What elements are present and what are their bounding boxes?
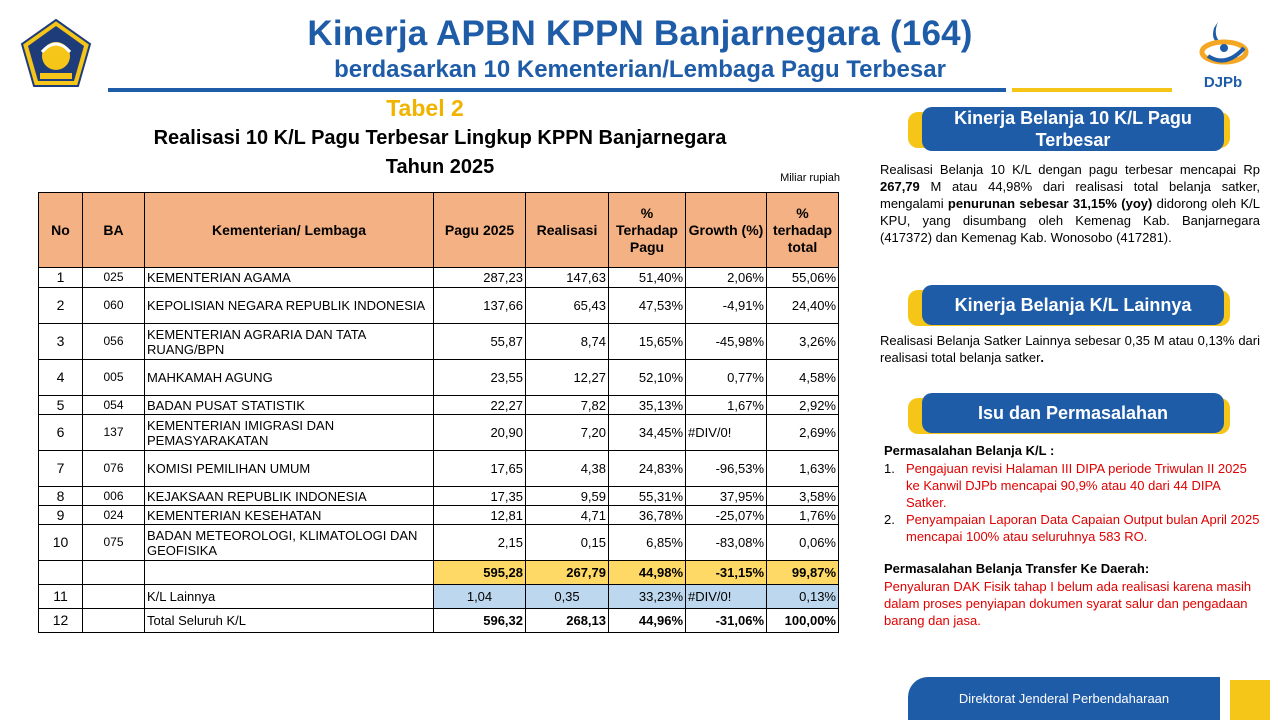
cell-no: 11 <box>39 585 83 609</box>
list-item-number: 2. <box>884 512 895 527</box>
cell-kl: MAHKAMAH AGUNG <box>145 360 434 396</box>
subtotal-row <box>39 561 839 585</box>
table-row <box>39 415 839 451</box>
section3-title: Isu dan Permasalahan <box>922 393 1224 433</box>
cell-growth: 0,77% <box>686 360 767 396</box>
header-rule-gold <box>1012 88 1172 92</box>
list-item-number: 1. <box>884 461 895 476</box>
cell-pct-pagu: 52,10% <box>609 360 686 396</box>
cell-blank <box>83 561 145 585</box>
cell-pagu: 596,32 <box>434 609 526 633</box>
section1-text-d: penurunan sebesar 31,15% (yoy) <box>947 196 1153 211</box>
col-header-pagu: Pagu 2025 <box>434 193 526 268</box>
cell-pct-pagu: 44,96% <box>609 609 686 633</box>
cell-growth: -96,53% <box>686 451 767 487</box>
page-title: Kinerja APBN KPPN Banjarnegara (164) <box>307 14 973 53</box>
cell-pct-total: 2,69% <box>767 415 839 451</box>
cell-realisasi: 0,15 <box>526 525 609 561</box>
cell-pagu: 17,65 <box>434 451 526 487</box>
cell-pagu: 595,28 <box>434 561 526 585</box>
cell-growth: 2,06% <box>686 268 767 288</box>
cell-pct-total: 100,00% <box>767 609 839 633</box>
cell-pagu: 12,81 <box>434 506 526 525</box>
realisasi-table <box>38 192 839 633</box>
table-row <box>39 506 839 525</box>
cell-no: 9 <box>39 506 83 525</box>
issue-heading-belanja-kl: Permasalahan Belanja K/L : <box>884 443 1055 458</box>
cell-growth: 37,95% <box>686 487 767 506</box>
cell-pct-total: 3,58% <box>767 487 839 506</box>
cell-pct-pagu: 15,65% <box>609 324 686 360</box>
cell-no: 3 <box>39 324 83 360</box>
header-rule-blue <box>108 88 1006 92</box>
col-header-no: No <box>39 193 83 268</box>
unit-label: Miliar rupiah <box>780 172 840 184</box>
cell-ba: 060 <box>83 288 145 324</box>
cell-realisasi: 4,71 <box>526 506 609 525</box>
cell-ba: 025 <box>83 268 145 288</box>
seluruh-row <box>39 609 839 633</box>
cell-ba: 024 <box>83 506 145 525</box>
cell-pct-pagu: 36,78% <box>609 506 686 525</box>
cell-ba: 054 <box>83 396 145 415</box>
cell-realisasi: 9,59 <box>526 487 609 506</box>
cell-pct-pagu: 33,23% <box>609 585 686 609</box>
cell-realisasi: 7,82 <box>526 396 609 415</box>
cell-kl: KEMENTERIAN AGRARIA DAN TATA RUANG/BPN <box>145 324 434 360</box>
table-row <box>39 396 839 415</box>
section2-text-b: . <box>1040 350 1045 365</box>
col-header-ba: BA <box>83 193 145 268</box>
table-row <box>39 487 839 506</box>
cell-kl: Total Seluruh K/L <box>145 609 434 633</box>
cell-pct-total: 1,63% <box>767 451 839 487</box>
section1-text-c: M atau 44,98% dari realisasi total belanja satker, mengalami <box>880 179 1260 211</box>
issue-heading-transfer: Permasalahan Belanja Transfer Ke Daerah: <box>884 561 1150 576</box>
cell-pct-total: 24,40% <box>767 288 839 324</box>
cell-realisasi: 267,79 <box>526 561 609 585</box>
cell-pct-total: 0,13% <box>767 585 839 609</box>
cell-no: 6 <box>39 415 83 451</box>
table-title-line2: Tahun 2025 <box>385 156 495 178</box>
cell-pct-pagu: 47,53% <box>609 288 686 324</box>
cell-growth: -25,07% <box>686 506 767 525</box>
cell-growth: -31,15% <box>686 561 767 585</box>
cell-kl: KOMISI PEMILIHAN UMUM <box>145 451 434 487</box>
cell-no: 1 <box>39 268 83 288</box>
col-header-kl: Kementerian/ Lembaga <box>145 193 434 268</box>
cell-ba: 005 <box>83 360 145 396</box>
cell-pagu: 1,04 <box>434 585 526 609</box>
cell-realisasi: 147,63 <box>526 268 609 288</box>
djpb-logo-text: DJPb <box>1203 74 1243 91</box>
cell-ba <box>83 585 145 609</box>
cell-realisasi: 4,38 <box>526 451 609 487</box>
list-item <box>884 511 1262 545</box>
cell-no: 8 <box>39 487 83 506</box>
cell-kl: KEPOLISIAN NEGARA REPUBLIK INDONESIA <box>145 288 434 324</box>
cell-pagu: 137,66 <box>434 288 526 324</box>
cell-pagu: 287,23 <box>434 268 526 288</box>
issue-transfer-text: Penyaluran DAK Fisik tahap I belum ada realisasi karena masih dalam proses penyiapan dokumen syarat salur dan pengadaan barang dan jasa. <box>884 579 1252 628</box>
cell-pct-total: 55,06% <box>767 268 839 288</box>
cell-kl: KEMENTERIAN KESEHATAN <box>145 506 434 525</box>
cell-ba: 075 <box>83 525 145 561</box>
cell-pagu: 55,87 <box>434 324 526 360</box>
cell-pagu: 17,35 <box>434 487 526 506</box>
cell-growth: -45,98% <box>686 324 767 360</box>
cell-kl: KEMENTERIAN AGAMA <box>145 268 434 288</box>
section1-paragraph <box>880 161 1260 246</box>
cell-ba <box>83 609 145 633</box>
cell-growth: -4,91% <box>686 288 767 324</box>
section2-text-a: Realisasi Belanja Satker Lainnya sebesar 0,35 M atau 0,13% dari realisasi total belanja satker <box>880 333 1260 365</box>
issue-list <box>884 460 1262 545</box>
cell-growth: 1,67% <box>686 396 767 415</box>
cell-kl: K/L Lainnya <box>145 585 434 609</box>
section1-text-e: didorong oleh K/L KPU, yang disumbang oleh Kemenag Kab. Banjarnegara (417372) dan Kemenag Kab. Wonosobo (417281). <box>880 196 1260 245</box>
cell-realisasi: 7,20 <box>526 415 609 451</box>
cell-pct-total: 2,92% <box>767 396 839 415</box>
list-item-text: Pengajuan revisi Halaman III DIPA periode Triwulan II 2025 ke Kanwil DJPb mencapai 90,9% atau 40 dari 44 DIPA Satker. <box>906 461 1247 510</box>
cell-pct-pagu: 34,45% <box>609 415 686 451</box>
cell-no: 2 <box>39 288 83 324</box>
col-header-growth: Growth (%) <box>686 193 767 268</box>
cell-realisasi: 268,13 <box>526 609 609 633</box>
cell-growth: #DIV/0! <box>686 585 767 609</box>
cell-pagu: 22,27 <box>434 396 526 415</box>
list-item <box>884 460 1262 511</box>
cell-ba: 056 <box>83 324 145 360</box>
kemenkeu-logo <box>20 18 92 90</box>
cell-ba: 137 <box>83 415 145 451</box>
cell-no: 7 <box>39 451 83 487</box>
col-header-pct-total: % terhadap total <box>767 193 839 268</box>
cell-no: 12 <box>39 609 83 633</box>
cell-pct-pagu: 44,98% <box>609 561 686 585</box>
table-label: Tabel 2 <box>386 95 464 121</box>
cell-growth: #DIV/0! <box>686 415 767 451</box>
cell-pct-pagu: 24,83% <box>609 451 686 487</box>
cell-ba: 006 <box>83 487 145 506</box>
cell-realisasi: 0,35 <box>526 585 609 609</box>
cell-kl: KEJAKSAAN REPUBLIK INDONESIA <box>145 487 434 506</box>
cell-no: 5 <box>39 396 83 415</box>
cell-pct-pagu: 6,85% <box>609 525 686 561</box>
cell-pct-total: 99,87% <box>767 561 839 585</box>
cell-growth: -31,06% <box>686 609 767 633</box>
cell-blank <box>145 561 434 585</box>
section1-text-a: Realisasi Belanja 10 K/L dengan pagu terbesar mencapai Rp <box>880 162 1260 177</box>
table-row <box>39 360 839 396</box>
section1-title: Kinerja Belanja 10 K/L Pagu Terbesar <box>922 107 1224 151</box>
cell-pct-pagu: 51,40% <box>609 268 686 288</box>
section2-paragraph <box>880 332 1260 366</box>
cell-no: 4 <box>39 360 83 396</box>
cell-pct-pagu: 35,13% <box>609 396 686 415</box>
cell-kl: BADAN METEOROLOGI, KLIMATOLOGI DAN GEOFISIKA <box>145 525 434 561</box>
cell-pagu: 2,15 <box>434 525 526 561</box>
cell-pagu: 20,90 <box>434 415 526 451</box>
cell-pct-total: 0,06% <box>767 525 839 561</box>
cell-pagu: 23,55 <box>434 360 526 396</box>
table-row <box>39 268 839 288</box>
cell-kl: BADAN PUSAT STATISTIK <box>145 396 434 415</box>
cell-realisasi: 8,74 <box>526 324 609 360</box>
cell-pct-total: 1,76% <box>767 506 839 525</box>
footer-label: Direktorat Jenderal Perbendaharaan <box>908 677 1220 720</box>
table-title-line1: Realisasi 10 K/L Pagu Terbesar Lingkup KPPN Banjarnegara <box>153 127 727 149</box>
cell-pct-total: 3,26% <box>767 324 839 360</box>
cell-realisasi: 12,27 <box>526 360 609 396</box>
cell-growth: -83,08% <box>686 525 767 561</box>
cell-ba: 076 <box>83 451 145 487</box>
table-header-row <box>39 193 839 268</box>
cell-no: 10 <box>39 525 83 561</box>
table-row <box>39 451 839 487</box>
col-header-realisasi: Realisasi <box>526 193 609 268</box>
footer-accent-block <box>1230 680 1270 720</box>
table-row <box>39 324 839 360</box>
col-header-pct-pagu: % Terhadap Pagu <box>609 193 686 268</box>
cell-realisasi: 65,43 <box>526 288 609 324</box>
list-item-text: Penyampaian Laporan Data Capaian Output bulan April 2025 mencapai 100% atau seluruhnya 583 RO. <box>906 512 1260 544</box>
section1-text-b: 267,79 <box>880 179 920 194</box>
cell-kl: KEMENTERIAN IMIGRASI DAN PEMASYARAKATAN <box>145 415 434 451</box>
page-subtitle: berdasarkan 10 Kementerian/Lembaga Pagu Terbesar <box>334 56 946 83</box>
section2-title: Kinerja Belanja K/L Lainnya <box>922 285 1224 325</box>
lainnya-row <box>39 585 839 609</box>
table-row <box>39 288 839 324</box>
table-row <box>39 525 839 561</box>
cell-pct-total: 4,58% <box>767 360 839 396</box>
cell-blank <box>39 561 83 585</box>
cell-pct-pagu: 55,31% <box>609 487 686 506</box>
